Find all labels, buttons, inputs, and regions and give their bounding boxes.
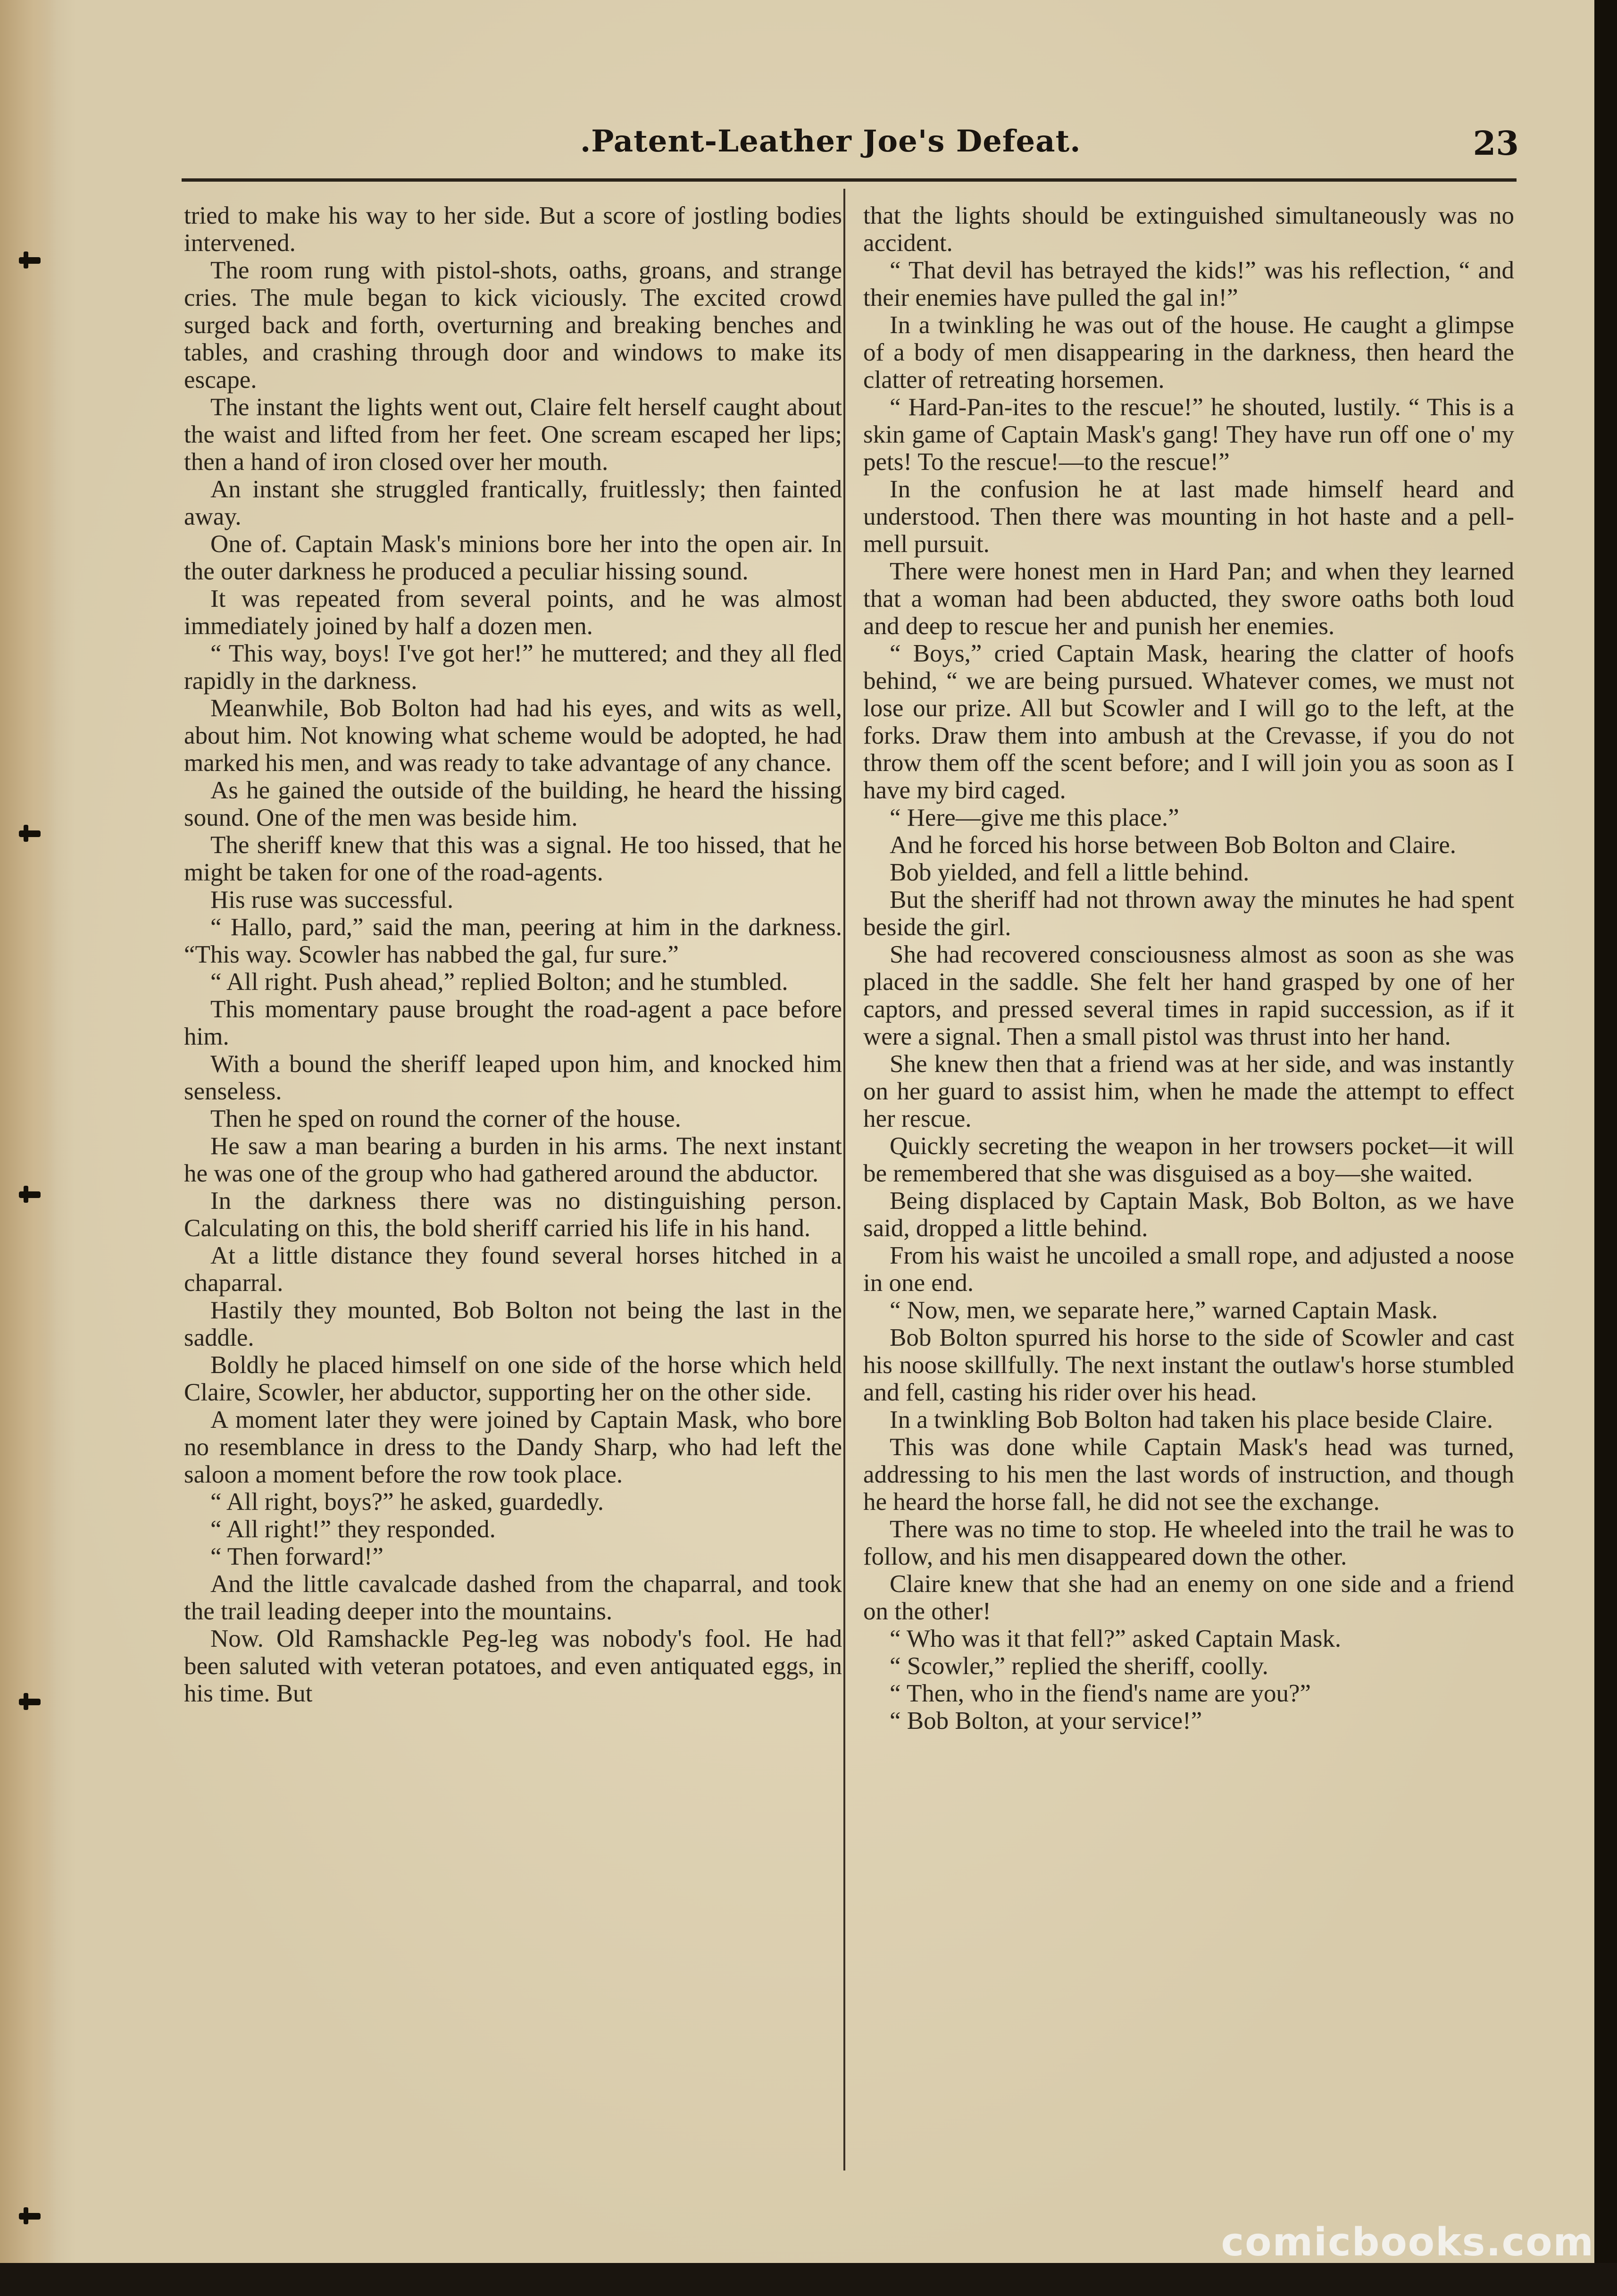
paragraph: Now. Old Ramshackle Peg-leg was nobody's fool. He had been saluted with veteran potatoes, and even antiquated eggs, in his time. But bbox=[184, 1625, 842, 1707]
paragraph: This momentary pause brought the road-agent a pace before him. bbox=[184, 996, 842, 1050]
header-rule bbox=[182, 178, 1517, 182]
paragraph: “ All right. Push ahead,” replied Bolton; and he stumbled. bbox=[210, 968, 788, 996]
running-head: .Patent-Leather Joe's Defeat. bbox=[580, 124, 1081, 159]
paragraph: “ Scowler,” replied the sheriff, coolly. bbox=[890, 1652, 1268, 1680]
paragraph: A moment later they were joined by Captain Mask, who bore no resemblance in dress to the Dandy Sharp, who had left the saloon a moment before the row took place. bbox=[184, 1406, 842, 1488]
paragraph: tried to make his way to her side. But a score of jostling bodies intervened. bbox=[184, 202, 842, 257]
paragraph: “ Hard-Pan-ites to the rescue!” he shouted, lustily. “ This is a skin game of Captain Mask's gang! They have run off one o' my pets! To the rescue!—to the rescue!” bbox=[863, 394, 1514, 476]
watermark: comicbooks.com bbox=[1221, 2220, 1594, 2265]
binding-stitch bbox=[19, 1699, 41, 1705]
paragraph: With a bound the sheriff leaped upon him, and knocked him senseless. bbox=[184, 1050, 842, 1105]
paragraph: And he forced his horse between Bob Bolton and Claire. bbox=[890, 831, 1457, 859]
paragraph: “ All right, boys?” he asked, guardedly. bbox=[210, 1488, 604, 1516]
paragraph: His ruse was successful. bbox=[210, 886, 454, 913]
paragraph: “ Then forward!” bbox=[210, 1543, 383, 1570]
paragraph: It was repeated from several points, and he was almost immediately joined by half a dozen men. bbox=[184, 585, 842, 640]
paragraph: Being displaced by Captain Mask, Bob Bolton, as we have said, dropped a little behind. bbox=[863, 1187, 1514, 1242]
paragraph: “ That devil has betrayed the kids!” was his reflection, “ and their enemies have pulled the gal in!” bbox=[863, 257, 1514, 311]
paragraph: Bob yielded, and fell a little behind. bbox=[890, 859, 1250, 886]
paragraph: The instant the lights went out, Claire felt herself caught about the waist and lifted from her feet. One scream escaped her lips; then a hand of iron closed over her mouth. bbox=[184, 394, 842, 476]
paragraph: Meanwhile, Bob Bolton had had his eyes, and wits as well, about him. Not knowing what scheme would be adopted, he had marked his men, and was ready to take advantage of any chance. bbox=[184, 695, 842, 777]
paragraph: The sheriff knew that this was a signal. He too hissed, that he might be taken for one of the road-agents. bbox=[184, 831, 842, 886]
paragraph: “ Here—give me this place.” bbox=[890, 804, 1179, 831]
column-divider bbox=[843, 189, 845, 2170]
paragraph: This was done while Captain Mask's head was turned, addressing to his men the last words of instruction, and though he heard the horse fall, he did not see the exchange. bbox=[863, 1433, 1514, 1516]
paragraph: Hastily they mounted, Bob Bolton not being the last in the saddle. bbox=[184, 1297, 842, 1351]
paragraph: “ Boys,” cried Captain Mask, hearing the clatter of hoofs behind, “ we are being pursued. Whatever comes, we must not lose our prize. All but Scowler and I will go to the left, at the forks. Draw them into ambush at the Crevasse, if you do not throw them off the scent before; and I will join you as soon as I have my bird caged. bbox=[863, 640, 1514, 804]
page-number: 23 bbox=[1473, 124, 1519, 163]
paragraph: In the darkness there was no distinguishing person. Calculating on this, the bold sheriff carried his life in his hand. bbox=[184, 1187, 842, 1242]
paragraph: Quickly secreting the weapon in her trowsers pocket—it will be remembered that she was disguised as a boy—she waited. bbox=[863, 1132, 1514, 1187]
binding-stitch bbox=[19, 2213, 41, 2220]
paragraph: There were honest men in Hard Pan; and when they learned that a woman had been abducted, they swore oaths both loud and deep to rescue her and punish her enemies. bbox=[863, 558, 1514, 640]
paragraph: In a twinkling Bob Bolton had taken his place beside Claire. bbox=[890, 1406, 1493, 1433]
paragraph: One of. Captain Mask's minions bore her into the open air. In the outer darkness he produced a peculiar hissing sound. bbox=[184, 530, 842, 585]
paragraph: There was no time to stop. He wheeled into the trail he was to follow, and his men disappeared down the other. bbox=[863, 1516, 1514, 1570]
paragraph: As he gained the outside of the building, he heard the hissing sound. One of the men was beside him. bbox=[184, 777, 842, 831]
left-column bbox=[184, 202, 842, 1707]
paragraph: “ This way, boys! I've got her!” he muttered; and they all fled rapidly in the darkness. bbox=[184, 640, 842, 695]
paragraph: “ All right!” they responded. bbox=[210, 1516, 496, 1543]
paragraph: He saw a man bearing a burden in his arms. The next instant he was one of the group who had gathered around the abductor. bbox=[184, 1132, 842, 1187]
paragraph: In a twinkling he was out of the house. He caught a glimpse of a body of men disappearing in the darkness, then heard the clatter of retreating horsemen. bbox=[863, 311, 1514, 394]
paragraph: “ Then, who in the fiend's name are you?” bbox=[890, 1680, 1311, 1707]
binding-stitch bbox=[19, 257, 41, 264]
paragraph: that the lights should be extinguished simultaneously was no accident. bbox=[863, 202, 1514, 257]
paragraph: She had recovered consciousness almost as soon as she was placed in the saddle. She felt her hand grasped by one of her captors, and pressed several times in rapid succession, as if it were a signal. Then a small pistol was thrust into her hand. bbox=[863, 941, 1514, 1050]
paragraph: In the confusion he at last made himself heard and understood. Then there was mounting in hot haste and a pell-mell pursuit. bbox=[863, 476, 1514, 558]
paragraph: From his waist he uncoiled a small rope, and adjusted a noose in one end. bbox=[863, 1242, 1514, 1297]
paragraph: Bob Bolton spurred his horse to the side of Scowler and cast his noose skillfully. The next instant the outlaw's horse stumbled and fell, casting his rider over his head. bbox=[863, 1324, 1514, 1406]
paragraph: The room rung with pistol-shots, oaths, groans, and strange cries. The mule began to kick viciously. The excited crowd surged back and forth, overturning and breaking benches and tables, and crashing through door and windows to make its escape. bbox=[184, 257, 842, 394]
paragraph: Boldly he placed himself on one side of the horse which held Claire, Scowler, her abductor, supporting her on the other side. bbox=[184, 1351, 842, 1406]
paragraph: Claire knew that she had an enemy on one side and a friend on the other! bbox=[863, 1570, 1514, 1625]
paragraph: Then he sped on round the corner of the house. bbox=[210, 1105, 681, 1132]
paragraph: But the sheriff had not thrown away the minutes he had spent beside the girl. bbox=[863, 886, 1514, 941]
binding-stitch bbox=[19, 1191, 41, 1198]
paragraph: At a little distance they found several horses hitched in a chaparral. bbox=[184, 1242, 842, 1297]
paragraph: “ Who was it that fell?” asked Captain Mask. bbox=[890, 1625, 1342, 1652]
page-gutter bbox=[0, 0, 57, 2296]
right-column bbox=[863, 202, 1514, 1735]
binding-stitch bbox=[19, 830, 41, 837]
paragraph: “ Bob Bolton, at your service!” bbox=[890, 1707, 1202, 1735]
paragraph: She knew then that a friend was at her side, and was instantly on her guard to assist him, when he made the attempt to effect her rescue. bbox=[863, 1050, 1514, 1132]
scan-edge-shadow bbox=[1594, 0, 1617, 2296]
scan-bottom-shadow bbox=[0, 2263, 1617, 2296]
paragraph: An instant she struggled frantically, fruitlessly; then fainted away. bbox=[184, 476, 842, 530]
paragraph: “ Now, men, we separate here,” warned Captain Mask. bbox=[890, 1297, 1438, 1324]
paragraph: “ Hallo, pard,” said the man, peering at him in the darkness. “This way. Scowler has nabbed the gal, fur sure.” bbox=[184, 913, 842, 968]
paragraph: And the little cavalcade dashed from the chaparral, and took the trail leading deeper into the mountains. bbox=[184, 1570, 842, 1625]
